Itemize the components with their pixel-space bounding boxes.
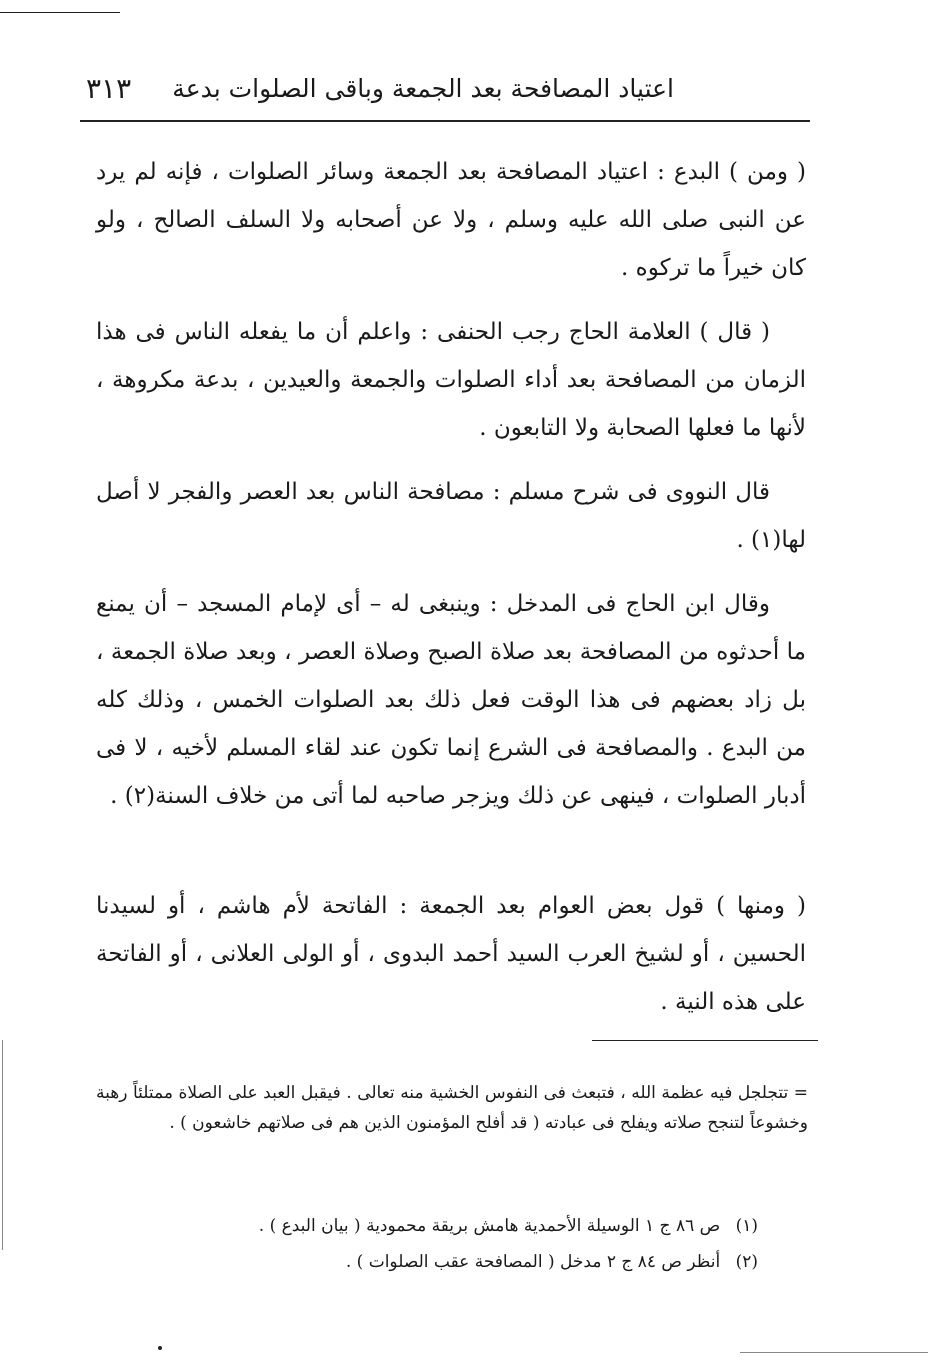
paragraph-bida-musafaha: ( ومن ) البدع : اعتياد المصافحة بعد الجمعة وسائر الصلوات ، فإنه لم يرد عن النبى صلى الله عليه وسلم ، ولا عن أصحابه ولا السلف الصالح ، ولو كان خيراً ما تركوه . — [96, 159, 806, 281]
scan-bottom-edge — [740, 1352, 928, 1353]
footnote-list — [96, 1208, 808, 1280]
paragraph-nawawi: قال النووى فى شرح مسلم : مصافحة الناس بعد العصر والفجر لا أصل لها(١) . — [96, 479, 806, 553]
footnote-separator — [592, 1040, 818, 1041]
running-title: اعتياد المصافحة بعد الجمعة وباقى الصلوات بدعة — [172, 74, 674, 103]
scan-top-rule — [0, 12, 120, 13]
footnote-text: أنظر ص ٨٤ ج ٢ مدخل ( المصافحة عقب الصلوات ) . — [345, 1252, 721, 1272]
paragraph-fatiha: ( ومنها ) قول بعض العوام بعد الجمعة : الفاتحة لأم هاشم ، أو لسيدنا الحسين ، أو لشيخ العرب السيد أحمد البدوى ، أو الولى العلانى ، أو الفاتحة على هذه النية . — [96, 893, 806, 1015]
paragraph-ibn-alhajj: وقال ابن الحاج فى المدخل : وينبغى له – أى لإمام المسجد – أن يمنع ما أحدثوه من المصافحة بعد صلاة الصبح وصلاة العصر ، وبعد صلاة الجمعة ، بل زاد بعضهم فى هذا الوقت فعل ذلك بعد الصلوات الخمس ، وذلك كله من البدع . والمصافحة فى الشرع إنما تكون عند لقاء المسلم لأخيه ، لا فى أدبار الصلوات ، فينهى عن ذلك ويزجر صاحبه لما أتى من خلاف السنة(٢) . — [96, 591, 806, 809]
scan-left-edge — [2, 1040, 3, 1250]
footnote-1 — [96, 1208, 808, 1244]
page-number: ٣١٣ — [86, 72, 132, 105]
footnote-continuation: = تتجلجل فيه عظمة الله ، فتبعث فى النفوس الخشية منه تعالى . فيقبل العبد على الصلاة ممتلئاً رهبة وخشوعاً لتنجح صلاته ويفلح فى عبادته ( قد أفلح المؤمنون الذين هم فى صلاتهم خاشعون ) . — [96, 1083, 808, 1133]
footnote-marker: (٢) — [735, 1252, 758, 1272]
page-header — [80, 70, 810, 122]
scan-speck — [158, 1346, 162, 1350]
footnote-text: ص ٨٦ ج ١ الوسيلة الأحمدية هامش بريقة محمودية ( بيان البدع ) . — [258, 1216, 721, 1236]
footnote-marker: (١) — [735, 1216, 758, 1236]
footnote-2 — [96, 1244, 808, 1280]
paragraph-rajab-hanafi: ( قال ) العلامة الحاج رجب الحنفى : واعلم أن ما يفعله الناس فى هذا الزمان من المصافحة بعد أداء الصلوات والجمعة والعيدين ، بدعة مكروهة ، لأنها ما فعلها الصحابة ولا التابعون . — [96, 319, 806, 441]
